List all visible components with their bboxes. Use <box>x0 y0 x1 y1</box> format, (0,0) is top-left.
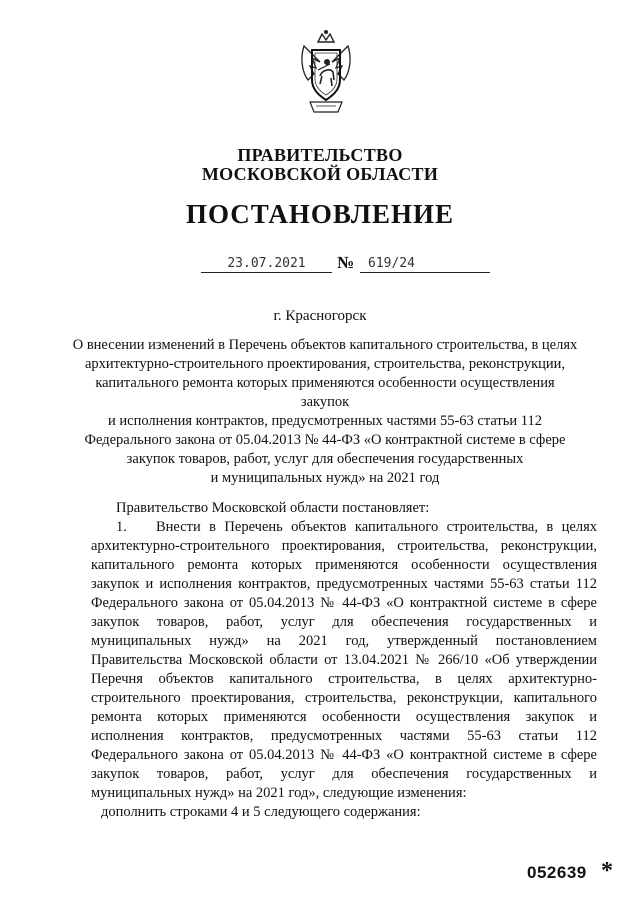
decree-subject <box>70 336 580 488</box>
subject-line: капитального ремонта которых применяются особенности осуществления закупок <box>95 375 555 410</box>
subject-line: О внесении изменений в Перечень объектов капитального строительства, в целях <box>72 337 578 353</box>
body-intro: Правительство Московской области постановляет: <box>116 500 430 516</box>
subject-line: закупок товаров, работ, услуг для обеспечения государственных <box>126 451 524 467</box>
subject-line: архитектурно-строительного проектирования, строительства, реконструкции, <box>84 356 566 372</box>
decree-body <box>91 499 597 822</box>
subject-line: и исполнения контрактов, предусмотренных частями 55-63 статьи 112 <box>108 413 542 429</box>
date-number-line <box>0 253 640 276</box>
item-number: 1. <box>116 519 127 535</box>
subject-line: Федерального закона от 05.04.2013 № 44-ФЗ «О контрактной системе в сфере <box>84 432 566 448</box>
document-type-title: ПОСТАНОВЛЕНИЕ <box>185 199 455 229</box>
coat-of-arms-emblem <box>296 28 356 118</box>
number-sign: № <box>337 253 355 272</box>
body-continuation: дополнить строками 4 и 5 следующего содержания: <box>101 804 421 820</box>
government-title <box>0 146 640 184</box>
subject-line: и муниципальных нужд» на 2021 год <box>210 470 440 486</box>
government-title-line1: ПРАВИТЕЛЬСТВО <box>237 145 403 165</box>
body-item-1 <box>91 518 597 803</box>
star-mark: * <box>601 858 613 884</box>
form-serial-number: 052639 <box>527 863 587 882</box>
item-text: Внести в Перечень объектов капитального строительства, в целях архитектурно-строительного проектирования, строительства, реконструкции, капитального ремонта которых применяются особенности осуществления закупок и исполнения контрактов, предусмотренных частями 55-63 статьи 112 Федерального закона от 05.04.2013 № 44-ФЗ «О контрактной системе в сфере закупок товаров, работ, услуг для обеспечения государственных и муниципальных нужд» на 2021 год, утвержденный постановлением Правительства Московской области от 13.04.2021 № 266/10 «Об утверждении Перечня объектов капитального строительства, в целях архитектурно-строительного проектирования, строительства, реконструкции, капитального ремонта которых применяются особенности осуществления закупок и исполнения контрактов, предусмотренных частями 55-63 статьи 112 Федерального закона от 05.04.2013 № 44-ФЗ «О контрактной системе в сфере закупок товаров, работ, услуг для обеспечения государственных и муниципальных нужд» на 2021 год», следующие изменения: <box>91 519 597 801</box>
decree-date: 23.07.2021 <box>201 256 332 273</box>
city-line: г. Красногорск <box>273 308 367 324</box>
decree-number: 619/24 <box>360 256 490 273</box>
government-title-line2: МОСКОВСКОЙ ОБЛАСТИ <box>201 164 439 184</box>
